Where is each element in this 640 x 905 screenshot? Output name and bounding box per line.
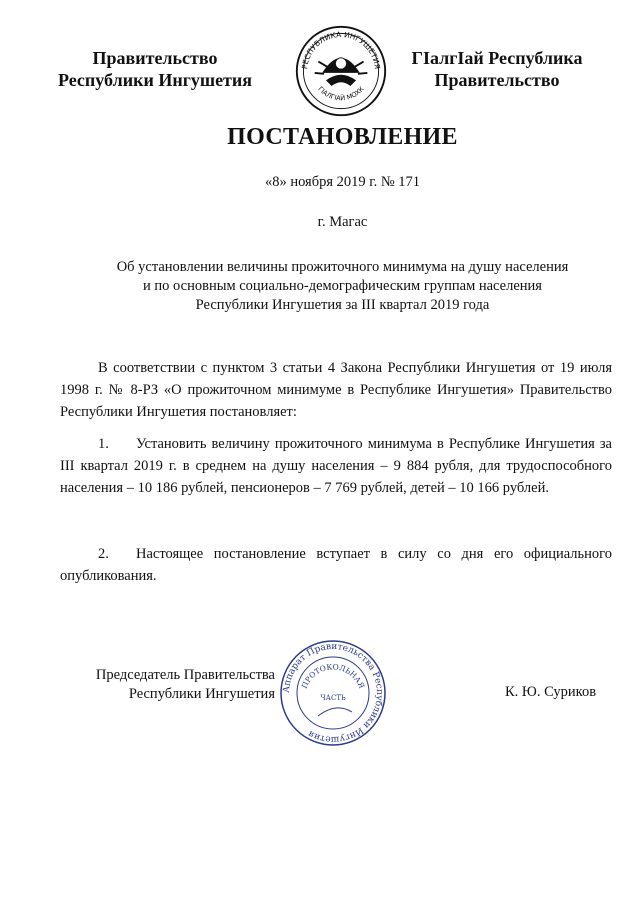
signatory-position [60,666,275,704]
stamp-outer-text: Аппарат Правительства Республики Ингушетия [281,641,385,745]
subject-line-3: Республики Ингушетия за III квартал 2019 года [195,297,490,313]
document-city: г. Магас [317,214,368,230]
numbered-item-2 [60,543,612,587]
header-right [382,47,612,91]
coat-of-arms-icon [294,24,388,118]
document-date-number: «8» ноября 2019 г. № 171 [264,174,421,190]
document-subject [60,258,625,315]
subject-line-2: и по основным социально-демографическим группам населения [143,278,542,294]
svg-text:ПРОТОКОЛЬНАЯ [300,662,367,690]
signatory-name: К. Ю. Суриков [505,684,597,700]
stamp-inner-text: ПРОТОКОЛЬНАЯ [299,662,367,690]
signatory-position-line1: Председатель Правительства [95,667,275,683]
item-2-number: 2. [98,546,109,562]
header-right-line2: Правительство [434,70,560,90]
document-title: ПОСТАНОВЛЕНИЕ [227,124,458,150]
header-right-line1: ГIалгIай Республика [411,48,583,68]
emblem-top-text: РЕСПУБЛИКА ИНГУШЕТИЯ [300,30,382,70]
signatory-position-line2: Республики Ингушетия [128,686,275,702]
header-left-line1: Правительство [92,48,218,68]
numbered-item-1 [60,433,612,499]
stamp-center-text: ЧАСТЬ [320,694,346,702]
item-1-text: Установить величину прожиточного минимума в Республике Ингушетия за III квартал 2019 г. в среднем на душу населения – 9 884 рубля, для трудоспособного населения – 10 186 рублей, пенсионеров – 7 769 рублей, детей – 10 166 рублей. [60,436,612,496]
intro-paragraph: В соответствии с пунктом 3 статьи 4 Закона Республики Ингушетия от 19 июля 1998 г. № 8-РЗ «О прожиточном минимуме в Республике Ингушетия» Правительство Республики Ингушетия постановляет: [60,360,612,420]
emblem-bottom-text: ГIАЛГIАЙ МОХК [316,85,366,103]
item-2-text: Настоящее постановление вступает в силу со дня его официального опубликования. [60,546,612,584]
header-left-line2: Республики Ингушетия [57,70,253,90]
item-1-number: 1. [98,436,109,452]
round-stamp-icon [278,638,388,748]
subject-line-1: Об установлении величины прожиточного минимума на душу населения [116,259,569,275]
svg-text:ГIАЛГIАЙ МОХК [316,85,365,103]
header-left [40,47,270,91]
